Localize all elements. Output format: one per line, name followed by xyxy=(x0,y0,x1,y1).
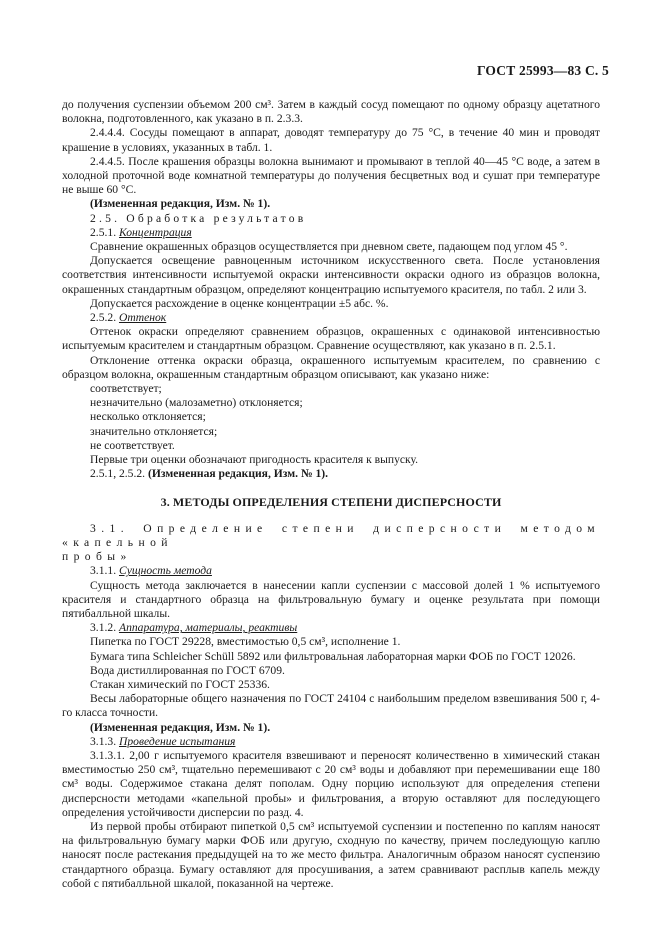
heading-3-1-1-num: 3.1.1. xyxy=(90,564,119,578)
list-item: соответствует; xyxy=(90,382,162,396)
list-item: значительно отклоняется; xyxy=(90,424,218,438)
list-item: несколько отклоняется; xyxy=(90,410,206,424)
heading-2-5-text: 2.5. Обработка результатов xyxy=(90,211,307,225)
paragraph-2-4-4-5: 2.4.4.5. После крашения образцы волокна вынимают и промывают в теплой 40—45 °С воде, а затем в холодной проточной воде комнатной температуры до получения бесцветных вод и сушат при температуре не выше 60 °С. xyxy=(62,154,600,197)
paragraph-shade: Оттенок окраски определяют сравнением образцов, окрашенных с одинаковой интенсивностью испытуемым красителем и стандартным образцом. Сравнение осуществляют, как указано в п. 2.5.1. xyxy=(62,325,600,353)
amendment-note-3: (Измененная редакция, Изм. № 1). xyxy=(90,720,271,734)
heading-2-5-2-title: Оттенок xyxy=(118,311,167,325)
heading-2-5-2-num: 2.5.2. xyxy=(90,311,119,325)
section-title: 3. МЕТОДЫ ОПРЕДЕЛЕНИЯ СТЕПЕНИ ДИСПЕРСНОСТИ xyxy=(160,495,502,510)
paragraph-artificial-light: Допускается освещение равноценным источником искусственного света. После установления соответствия интенсивности испытуемой окраски интенсивности окраски одного из образцов волокна, окрашенных стандартным образцом, определяют концентрацию испытуемого красителя, по табл. 2 или 3. xyxy=(62,254,600,296)
heading-3-1-2 xyxy=(62,621,600,635)
list-item: незначительно (малозаметно) отклоняется; xyxy=(90,396,303,410)
paragraph-tolerance: Допускается расхождение в оценке концентрации ±5 абс. %. xyxy=(90,296,389,310)
heading-3-1-1 xyxy=(62,564,600,578)
list-item: не соответствует. xyxy=(90,438,175,452)
heading-3-1 xyxy=(62,522,600,550)
heading-3-1-cont-text: пробы» xyxy=(62,550,132,564)
paragraph-glass: Стакан химический по ГОСТ 25336. xyxy=(90,677,270,691)
paragraph-paper: Бумага типа Schleicher Schüll 5892 или фильтровальная лабораторная марки ФОБ по ГОСТ 12026. xyxy=(90,649,576,663)
amendment-note-2 xyxy=(62,467,600,481)
paragraph-2-4-4-4: 2.4.4.4. Сосуды помещают в аппарат, доводят температуру до 75 °С, в течение 40 мин и проводят крашение в условиях, указанных в табл. 1. xyxy=(62,126,600,154)
heading-3-1-text: 3.1. Определение степени дисперсности методом «капельной xyxy=(62,521,600,549)
paragraph-scales: Весы лабораторные общего назначения по ГОСТ 24104 с наибольшим пределом взвешивания 500 г, 4-го класса точности. xyxy=(62,692,600,720)
heading-3-1-1-title: Сущность метода xyxy=(118,564,212,578)
heading-2-5-1 xyxy=(62,226,600,240)
heading-3-1-3-title: Проведение испытания xyxy=(118,734,236,748)
paragraph-daylight: Сравнение окрашенных образцов осуществляется при дневном свете, падающем под углом 45 °. xyxy=(90,240,568,254)
heading-2-5 xyxy=(62,212,600,226)
paragraph-first-three: Первые три оценки обозначают пригодность красителя к выпуску. xyxy=(90,453,419,467)
heading-3-1-3 xyxy=(62,735,600,749)
heading-2-5-2 xyxy=(62,311,600,325)
heading-3-1-2-num: 3.1.2. xyxy=(90,621,119,635)
heading-2-5-1-title: Концентрация xyxy=(118,225,192,239)
paragraph-pipette: Пипетка по ГОСТ 29228, вместимостью 0,5 см³, исполнение 1. xyxy=(90,635,401,649)
heading-3-1-2-title: Аппаратура, материалы, реактивы xyxy=(118,621,298,635)
amendment-note-2-num: 2.5.1, 2.5.2. xyxy=(90,467,148,481)
amendment-note-2-text: (Измененная редакция, Изм. № 1). xyxy=(147,467,329,481)
paragraph-deviation: Отклонение оттенка окраски образца, окрашенного испытуемым красителем, по сравнению с образцом волокна, окрашенным стандартным образцом описывают, как указано ниже: xyxy=(62,353,600,381)
paragraph-essence: Сущность метода заключается в нанесении капли суспензии с массовой долей 1 % испытуемого красителя и стандартного образца на фильтровальную бумагу и оценке результата при помощи пятибалльной шкалы. xyxy=(62,578,600,620)
amendment-note: (Измененная редакция, Изм. № 1). xyxy=(90,197,271,211)
heading-2-5-1-num: 2.5.1. xyxy=(90,225,119,239)
heading-3-1-3-num: 3.1.3. xyxy=(90,734,119,748)
page-content xyxy=(62,98,600,891)
paragraph-continuation: до получения суспензии объемом 200 см³. Затем в каждый сосуд помещают по одному образцу ацетатного волокна, подготовленного, как указано в п. 2.3.3. xyxy=(62,98,600,126)
paragraph-3-1-3-1: 3.1.3.1. 2,00 г испытуемого красителя взвешивают и переносят количественно в химический стакан вместимостью 250 см³, тщательно перемешивают с 20 см³ воды и добавляют при перемешивании еще 180 см³ воды. Содержимое стакана делят пополам. Одну порцию используют для определения степени дисперсности методами «капельной пробы» и фильтрования, а вторую оставляют для последующего определения устойчивости дисперсии по разд. 4. xyxy=(62,748,600,819)
paragraph-water: Вода дистиллированная по ГОСТ 6709. xyxy=(90,663,285,677)
paragraph-first-sample: Из первой пробы отбирают пипеткой 0,5 см³ испытуемой суспензии и постепенно по каплям наносят на фильтровальную бумагу марки ФОБ или другую, сходную по качеству, причем последующую каплю наносят после растекания предыдущей на то же место фильтра. Аналогичным образом наносят суспензию стандартного образца. Бумагу оставляют для просушивания, а затем сравнивают расплыв капель между собой с пятибалльной шкалой, показанной на чертеже. xyxy=(62,819,600,890)
assessment-list xyxy=(62,382,600,453)
page-header: ГОСТ 25993—83 С. 5 xyxy=(476,63,609,78)
heading-3-1-cont xyxy=(62,550,600,564)
